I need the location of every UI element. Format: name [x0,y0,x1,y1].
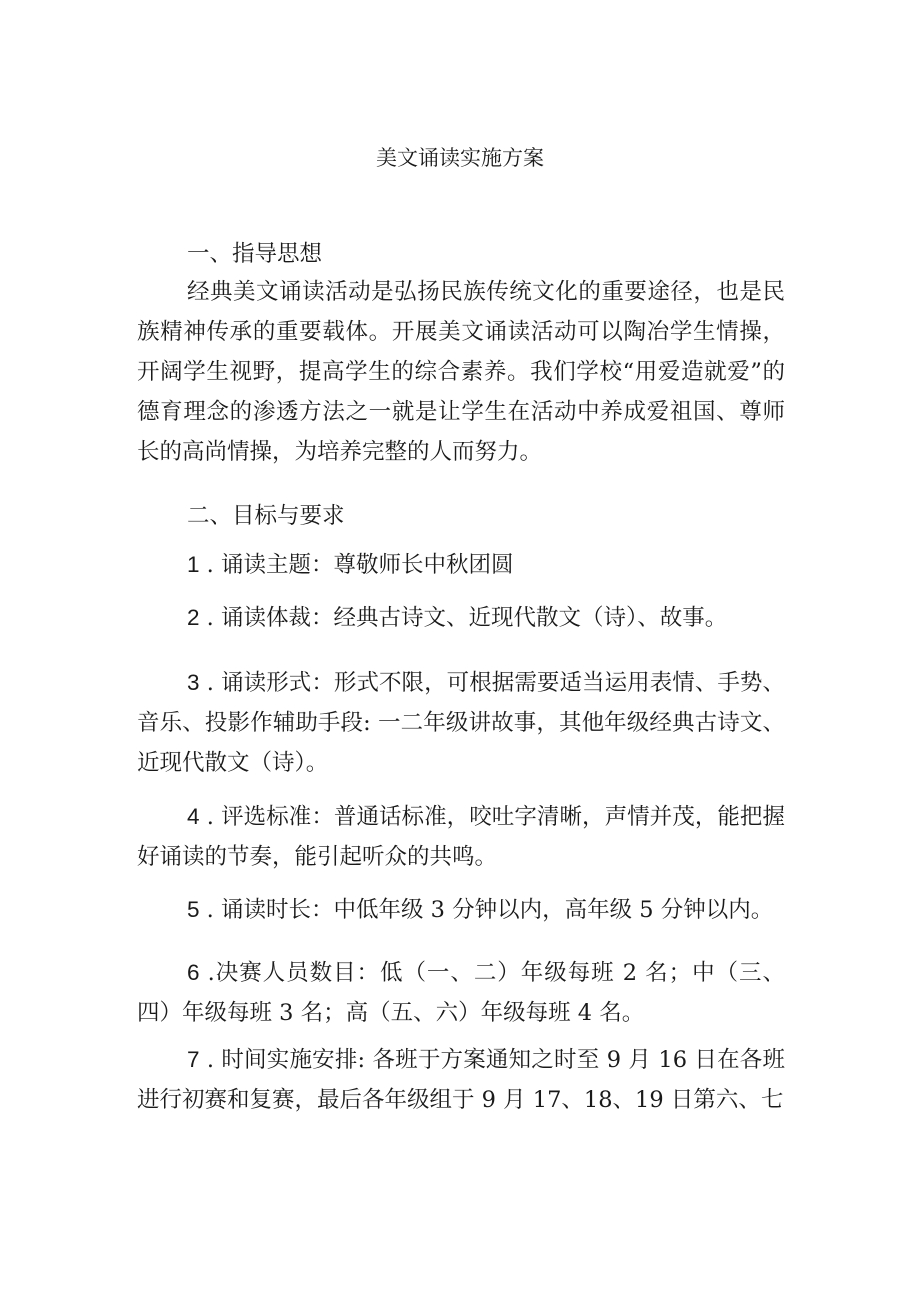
list-item-4 [137,797,785,877]
item-number: 6 [187,960,200,985]
item-text: . 诵读形式：形式不限，可根据需要适当运用表情、手势、音乐、投影作辅助手段: 一二年级讲故事，其他年级经典古诗文、近现代散文（诗）。 [137,670,785,776]
item-number: 7 [187,1047,200,1072]
item-number: 1 [187,552,200,577]
document-title: 美文诵读实施方案 [376,146,544,170]
item-number: 2 [187,605,200,630]
item-text: . 诵读时长：中低年级 3 分钟以内，高年级 5 分钟以内。 [199,897,774,923]
item-text: . 诵读体裁：经典古诗文、近现代散文（诗）、故事。 [199,605,728,631]
item-text: . 诵读主题：尊敬师长中秋团圆 [199,552,514,578]
item-number: 3 [187,670,200,695]
item-number: 4 [187,804,200,829]
section-heading-guiding-ideology: 一、指导思想 [187,241,323,267]
item-number: 5 [187,897,200,922]
guiding-ideology-paragraph: 经典美文诵读活动是弘扬民族传统文化的重要途径，也是民族精神传承的重要载体。开展美文诵读活动可以陶冶学生情操，开阔学生视野，提高学生的综合素养。我们学校“用爱造就爱”的德育理念的渗透方法之一就是让学生在活动中养成爱祖国、尊师长的高尚情操，为培养完整的人而努力。 [137,279,785,465]
list-item-5 [137,890,785,930]
item-text: . 时间实施安排: 各班于方案通知之时至 9 月 16 日在各班进行初赛和复赛，最后各年级组于 9 月 17、18、19 日第六、七 [137,1047,785,1113]
list-item-6 [137,953,785,1033]
list-item-2 [137,598,785,638]
list-item-3 [137,663,785,783]
section-heading-goals: 二、目标与要求 [187,503,345,529]
list-item-1 [137,545,785,585]
list-item-7 [137,1040,785,1120]
item-text: . 评选标准：普通话标准，咬吐字清晰，声情并茂，能把握好诵读的节奏，能引起听众的共鸣。 [137,804,785,870]
item-text: .决赛人员数目：低（一、二）年级每班 2 名；中（三、四）年级每班 3 名；高（五、六）年级每班 4 名。 [137,960,785,1026]
